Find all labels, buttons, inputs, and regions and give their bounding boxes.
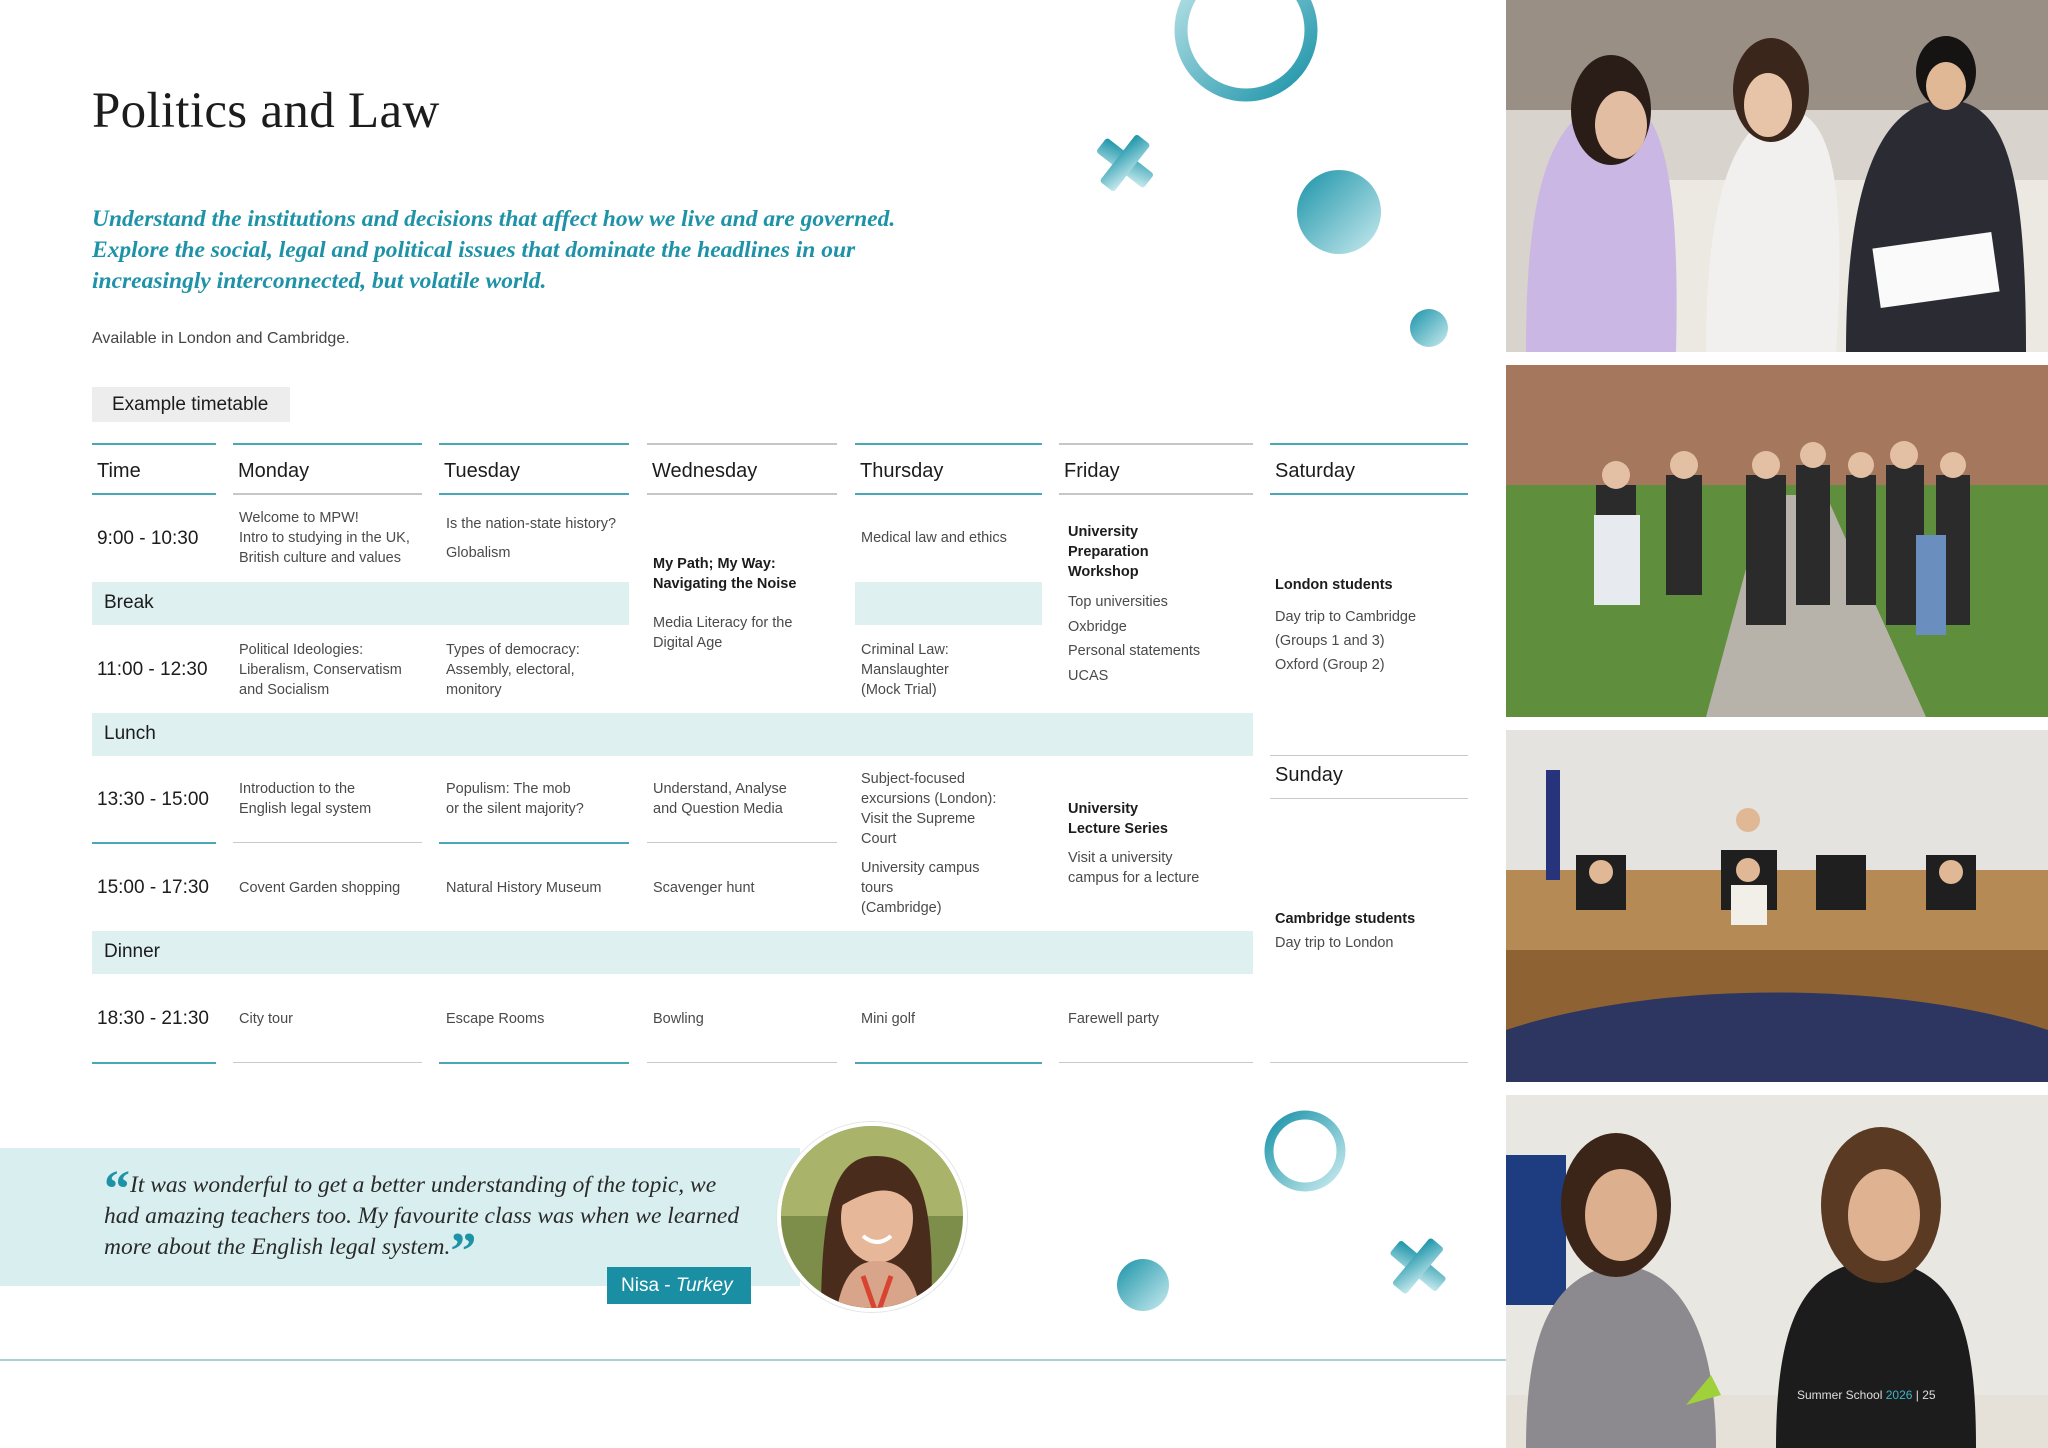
row-separator xyxy=(233,1062,422,1063)
thursday-session-3: Subject-focused excursions (London): Visit the Supreme Court xyxy=(861,771,997,847)
ring-shape-top xyxy=(1181,0,1311,95)
footer-label: Summer School xyxy=(1797,1388,1883,1402)
thursday-session-2: Criminal Law: Manslaughter (Mock Trial) xyxy=(861,642,949,698)
band-break-thursday xyxy=(855,582,1042,625)
student-name: Nisa xyxy=(621,1275,660,1296)
thursday-session-4: University campus tours (Cambridge) xyxy=(861,860,980,916)
footer-divider xyxy=(0,1359,1506,1361)
monday-session-2: Political Ideologies: Liberalism, Conservatism and Socialism xyxy=(239,642,402,698)
row-separator xyxy=(1059,1062,1253,1063)
row-separator xyxy=(1270,1062,1468,1063)
header-saturday: Saturday xyxy=(1270,443,1468,495)
header-monday: Monday xyxy=(233,443,422,495)
student-portrait xyxy=(777,1122,967,1312)
photo-campus-tour xyxy=(1506,365,2048,717)
monday-session-5: City tour xyxy=(239,1011,293,1027)
friday-workshop-item: Oxbridge xyxy=(1068,619,1127,635)
header-tuesday: Tuesday xyxy=(439,443,629,495)
wednesday-session-1-title: My Path; My Way: Navigating the Noise xyxy=(653,556,797,592)
timetable-label: Example timetable xyxy=(92,387,290,422)
dot-shape-small xyxy=(1410,309,1448,347)
friday-workshop-item: Personal statements xyxy=(1068,643,1201,659)
tuesday-session-1a: Is the nation-state history? xyxy=(446,516,617,532)
testimonial-attribution xyxy=(607,1267,751,1304)
wednesday-session-1-body: Media Literacy for the Digital Age xyxy=(653,615,793,651)
friday-lecture-title: University Lecture Series xyxy=(1068,801,1168,837)
friday-session-5: Farewell party xyxy=(1068,1011,1160,1027)
tuesday-session-1b: Globalism xyxy=(446,545,511,561)
monday-session-3: Introduction to the English legal system xyxy=(239,781,372,817)
availability-text: Available in London and Cambridge. xyxy=(92,330,350,347)
photo-courtroom xyxy=(1506,730,2048,1082)
sunday-body: Day trip to London xyxy=(1275,935,1394,951)
row-separator xyxy=(647,842,837,843)
tuesday-session-5: Escape Rooms xyxy=(446,1011,545,1027)
wednesday-session-5: Bowling xyxy=(653,1011,704,1027)
monday-session-4: Covent Garden shopping xyxy=(239,880,401,896)
time-slot-4: 15:00 - 17:30 xyxy=(97,877,209,898)
row-separator xyxy=(439,842,629,844)
page-title: Politics and Law xyxy=(92,83,440,139)
tuesday-session-2: Types of democracy: Assembly, electoral, monitory xyxy=(446,642,580,698)
dot-shape-bottom xyxy=(1117,1259,1169,1311)
thursday-session-1: Medical law and ethics xyxy=(861,530,1007,546)
time-slot-1: 9:00 - 10:30 xyxy=(97,528,199,549)
band-dinner: Dinner xyxy=(92,931,1253,974)
header-friday: Friday xyxy=(1059,443,1253,495)
cross-shape-top xyxy=(1083,121,1167,205)
tuesday-session-4: Natural History Museum xyxy=(446,880,602,896)
intro-text: Understand the institutions and decisions that affect how we live and are governed. Explore the social, legal and political issues that dominate the headlines in our increasingly interconnected, but volatile world. xyxy=(92,206,896,294)
saturday-body: Day trip to Cambridge (Groups 1 and 3) Oxford (Group 2) xyxy=(1275,609,1417,673)
close-quote-icon: ” xyxy=(450,1223,477,1280)
band-lunch: Lunch xyxy=(92,713,1253,756)
header-thursday: Thursday xyxy=(855,443,1042,495)
cross-shape-bottom xyxy=(1376,1224,1461,1309)
row-separator xyxy=(855,1062,1042,1064)
student-country: Turkey xyxy=(675,1275,733,1296)
time-slot-3: 13:30 - 15:00 xyxy=(97,789,209,810)
open-quote-icon: “ xyxy=(104,1161,130,1218)
friday-lecture-body: Visit a university campus for a lecture xyxy=(1068,850,1200,886)
page-footer xyxy=(1797,1388,1936,1402)
saturday-title: London students xyxy=(1275,577,1393,593)
attribution-dash: - xyxy=(659,1275,676,1296)
wednesday-session-3: Understand, Analyse and Question Media xyxy=(653,781,787,817)
tuesday-session-3: Populism: The mob or the silent majority? xyxy=(446,781,584,817)
dot-shape-large xyxy=(1297,170,1381,254)
photo-students-smiling xyxy=(1506,1095,2048,1448)
time-slot-5: 18:30 - 21:30 xyxy=(97,1008,209,1029)
footer-divider-char: | xyxy=(1915,1388,1919,1402)
header-sunday: Sunday xyxy=(1275,764,1343,786)
thursday-session-5: Mini golf xyxy=(861,1011,915,1027)
footer-year: 2026 xyxy=(1885,1388,1913,1402)
time-slot-2: 11:00 - 12:30 xyxy=(97,659,208,680)
band-break: Break xyxy=(92,582,629,625)
friday-workshop-item: Top universities xyxy=(1068,594,1168,610)
testimonial-text: It was wonderful to get a better understanding of the topic, we had amazing teachers too. My favourite class was when we learned more about the English legal system. xyxy=(104,1172,740,1260)
row-separator xyxy=(647,1062,837,1063)
photo-classroom xyxy=(1506,0,2048,352)
row-separator xyxy=(92,842,216,844)
row-separator xyxy=(439,1062,629,1064)
sunday-title: Cambridge students xyxy=(1275,911,1416,927)
friday-workshop-title: University Preparation Workshop xyxy=(1068,524,1149,580)
row-separator xyxy=(233,842,422,843)
header-time: Time xyxy=(92,443,216,495)
monday-session-1: Welcome to MPW! Intro to studying in the UK, British culture and values xyxy=(239,510,410,566)
friday-workshop-item: UCAS xyxy=(1068,668,1109,684)
header-wednesday: Wednesday xyxy=(647,443,837,495)
testimonial-quote xyxy=(104,1161,744,1280)
page-number: 25 xyxy=(1922,1388,1936,1402)
row-separator xyxy=(92,1062,216,1064)
ring-shape-bottom xyxy=(1269,1115,1341,1187)
wednesday-session-4: Scavenger hunt xyxy=(653,880,755,896)
